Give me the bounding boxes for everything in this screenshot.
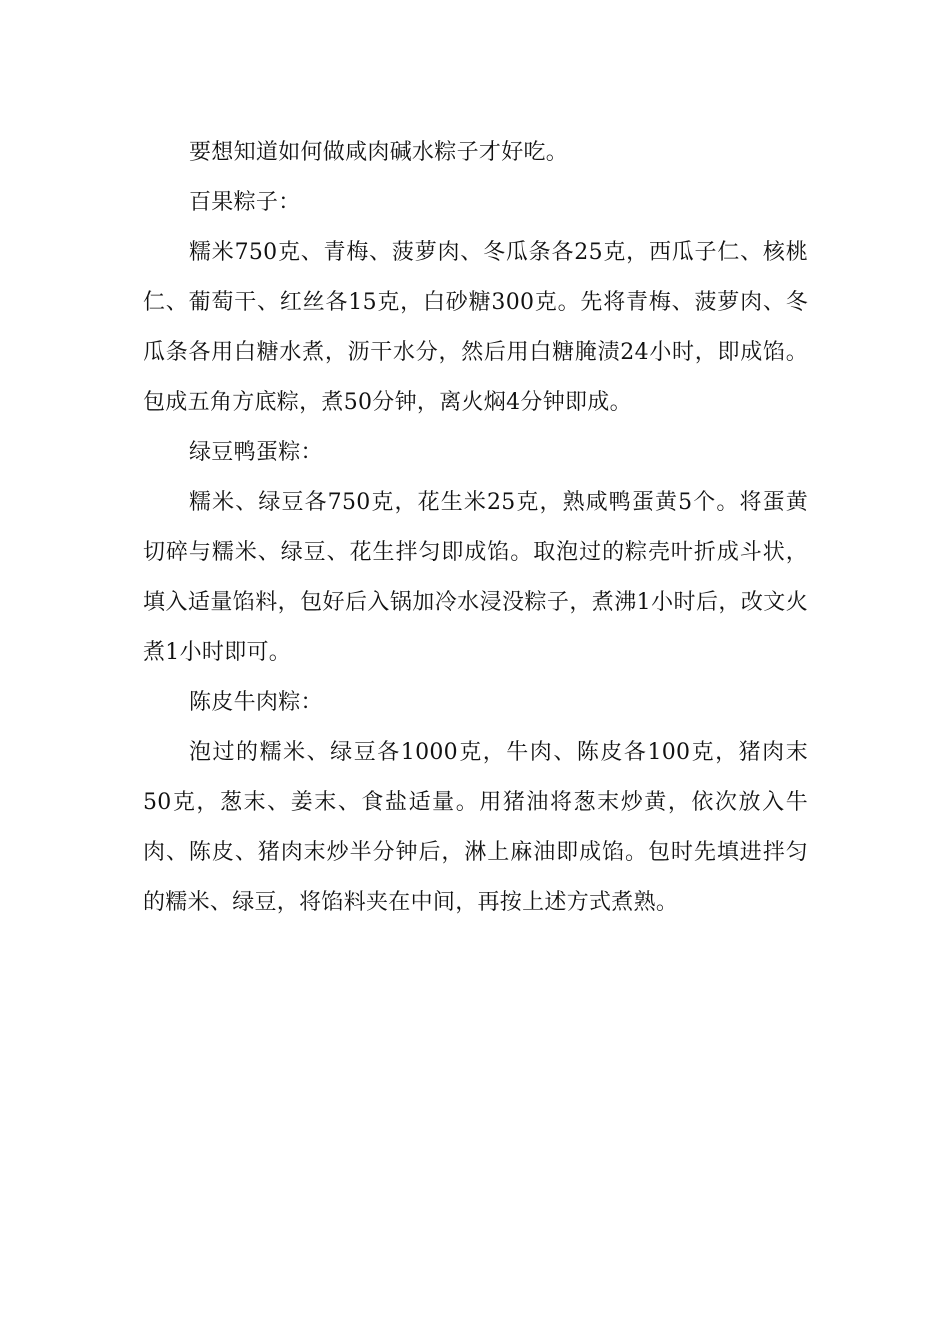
recipe-paragraph-chenpi: 泡过的糯米、绿豆各1000克，牛肉、陈皮各100克，猪肉末50克，葱末、姜末、食盐适量。用猪油将葱末炒黄，依次放入牛肉、陈皮、猪肉末炒半分钟后，淋上麻油即成馅。包时先填进拌匀的糯米、绿豆，将馅料夹在中间，再按上述方式煮熟。 [143, 740, 808, 915]
document-body [143, 128, 808, 928]
recipe-paragraph-baiguo: 糯米750克、青梅、菠萝肉、冬瓜条各25克，西瓜子仁、核桃仁、葡萄干、红丝各15克，白砂糖300克。先将青梅、菠萝肉、冬瓜条各用白糖水煮，沥干水分，然后用白糖腌渍24小时，即成馅。包成五角方底粽，煮50分钟，离火焖4分钟即成。 [143, 240, 808, 415]
intro-paragraph: 要想知道如何做咸肉碱水粽子才好吃。 [189, 140, 569, 165]
recipe-paragraph-lvdou: 糯米、绿豆各750克，花生米25克，熟咸鸭蛋黄5个。将蛋黄切碎与糯米、绿豆、花生拌匀即成馅。取泡过的粽壳叶折成斗状，填入适量馅料，包好后入锅加冷水浸没粽子，煮沸1小时后，改文火煮1小时即可。 [143, 490, 808, 665]
section-heading-lvdou: 绿豆鸭蛋粽： [189, 440, 323, 465]
section-heading-chenpi: 陈皮牛肉粽： [189, 690, 323, 715]
section-heading-baiguo: 百果粽子： [189, 190, 301, 215]
